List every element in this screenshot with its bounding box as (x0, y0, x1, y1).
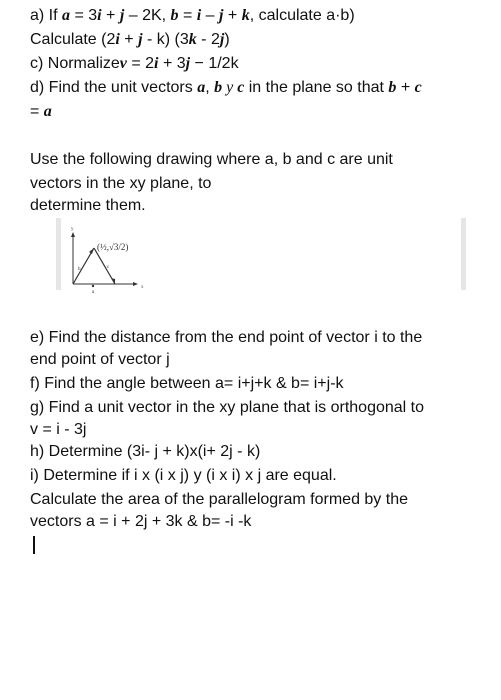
x-axis-arrow-icon (133, 282, 138, 286)
problem-d-line1 (30, 78, 422, 98)
calc-j: j (138, 31, 143, 48)
problem-a-def: = 3 (70, 7, 98, 24)
problem-c-prefix: c) Normalize (30, 55, 120, 72)
calc-mid3: - 2 (196, 31, 220, 48)
problem-d-b2: b (388, 79, 397, 96)
unit-i-symbol-2: i (196, 7, 202, 24)
calc-mid2: - k) (3 (142, 31, 189, 48)
instructions-line1: Use the following drawing where a, b and c are unit (30, 151, 393, 168)
problem-i: i) Determine if i x (i x j) y (i x i) x j are equal. (30, 467, 337, 484)
instructions-line2: vectors in the xy plane, to (30, 175, 212, 192)
calc-prefix: Calculate (2 (30, 31, 116, 48)
vector-v-symbol: v (119, 55, 127, 72)
problem-e-line2: end point of vector j (30, 351, 170, 368)
problem-calculate (30, 30, 230, 50)
calc-i: i (115, 31, 120, 48)
problem-c-mid1: = 2 (126, 55, 155, 72)
instructions-line3: determine them. (30, 197, 146, 214)
problem-d-b: b (214, 79, 223, 96)
problem-a (30, 6, 355, 26)
calc-k: k (188, 31, 197, 48)
unit-j-symbol-2: j (219, 7, 224, 24)
problem-f: f) Find the angle between a= i+j+k & b= i+j-k (30, 375, 344, 392)
x-axis-label: x (141, 285, 144, 290)
point-label: (½,√3/2) (97, 242, 129, 252)
problem-d-c: c (237, 79, 245, 96)
problem-a-prefix: a) If (30, 7, 63, 24)
calc-tail: ) (224, 31, 230, 48)
problem-h: h) Determine (3i- j + k)x(i+ 2j - k) (30, 443, 261, 460)
problem-c-j: j (185, 55, 191, 72)
problem-a-tail: , calculate a·b) (249, 7, 355, 24)
problem-d-plus: + (396, 79, 415, 96)
figure-left-border (56, 218, 61, 290)
problem-d-y: y (222, 79, 238, 96)
calc-mid1: + (119, 31, 139, 48)
unit-i-symbol: i (97, 7, 102, 24)
problem-d-comma: , (205, 79, 215, 96)
vector-b-symbol: b (170, 7, 179, 24)
problem-d-prefix: d) Find the unit vectors (30, 79, 198, 96)
problem-d-a2: a (43, 103, 52, 120)
problem-d-a: a (197, 79, 206, 96)
figure-label-b: b (78, 267, 81, 272)
vector-a-symbol: a (62, 7, 71, 24)
problem-c-tail: − 1/2k (190, 55, 239, 72)
problem-c-i: i (154, 55, 159, 72)
problem-area-line2: vectors a = i + 2j + 3k & b= -i -k (30, 513, 252, 530)
problem-a-bdef: = (178, 7, 197, 24)
problem-d-mid: in the plane so that (244, 79, 389, 96)
problem-g-line2: v = i - 3j (30, 421, 87, 438)
vector-b-arrow-icon (89, 248, 94, 254)
figure-label-a: a (92, 290, 95, 295)
figure-right-border (461, 218, 466, 290)
origin-dot-icon (92, 285, 94, 287)
minus-2k: – 2K, (124, 7, 171, 24)
problem-area-line1: Calculate the area of the parallelogram formed by the (30, 491, 408, 508)
problem-d-line2-prefix: = (30, 103, 44, 120)
plus-sign-2: + (223, 7, 242, 24)
figure-label-c: c (107, 265, 110, 270)
y-axis-label: y (71, 227, 74, 232)
vector-figure (56, 218, 466, 298)
unit-j-symbol: j (119, 7, 125, 24)
unit-k-symbol: k (241, 7, 250, 24)
plus-sign: + (101, 7, 120, 24)
problem-g-line1: g) Find a unit vector in the xy plane that is orthogonal to (30, 399, 425, 416)
vector-b-line (73, 248, 94, 284)
vector-diagram (64, 218, 184, 298)
problem-d-line2 (30, 102, 52, 122)
problem-c (30, 54, 239, 74)
minus-sign: – (201, 7, 220, 24)
text-cursor[interactable] (33, 536, 35, 554)
problem-e-line1: e) Find the distance from the end point of vector i to the (30, 329, 423, 346)
y-axis-arrow-icon (71, 232, 75, 237)
problem-c-mid2: + 3 (158, 55, 186, 72)
problem-d-c2: c (414, 79, 422, 96)
calc-j2: j (219, 31, 225, 48)
